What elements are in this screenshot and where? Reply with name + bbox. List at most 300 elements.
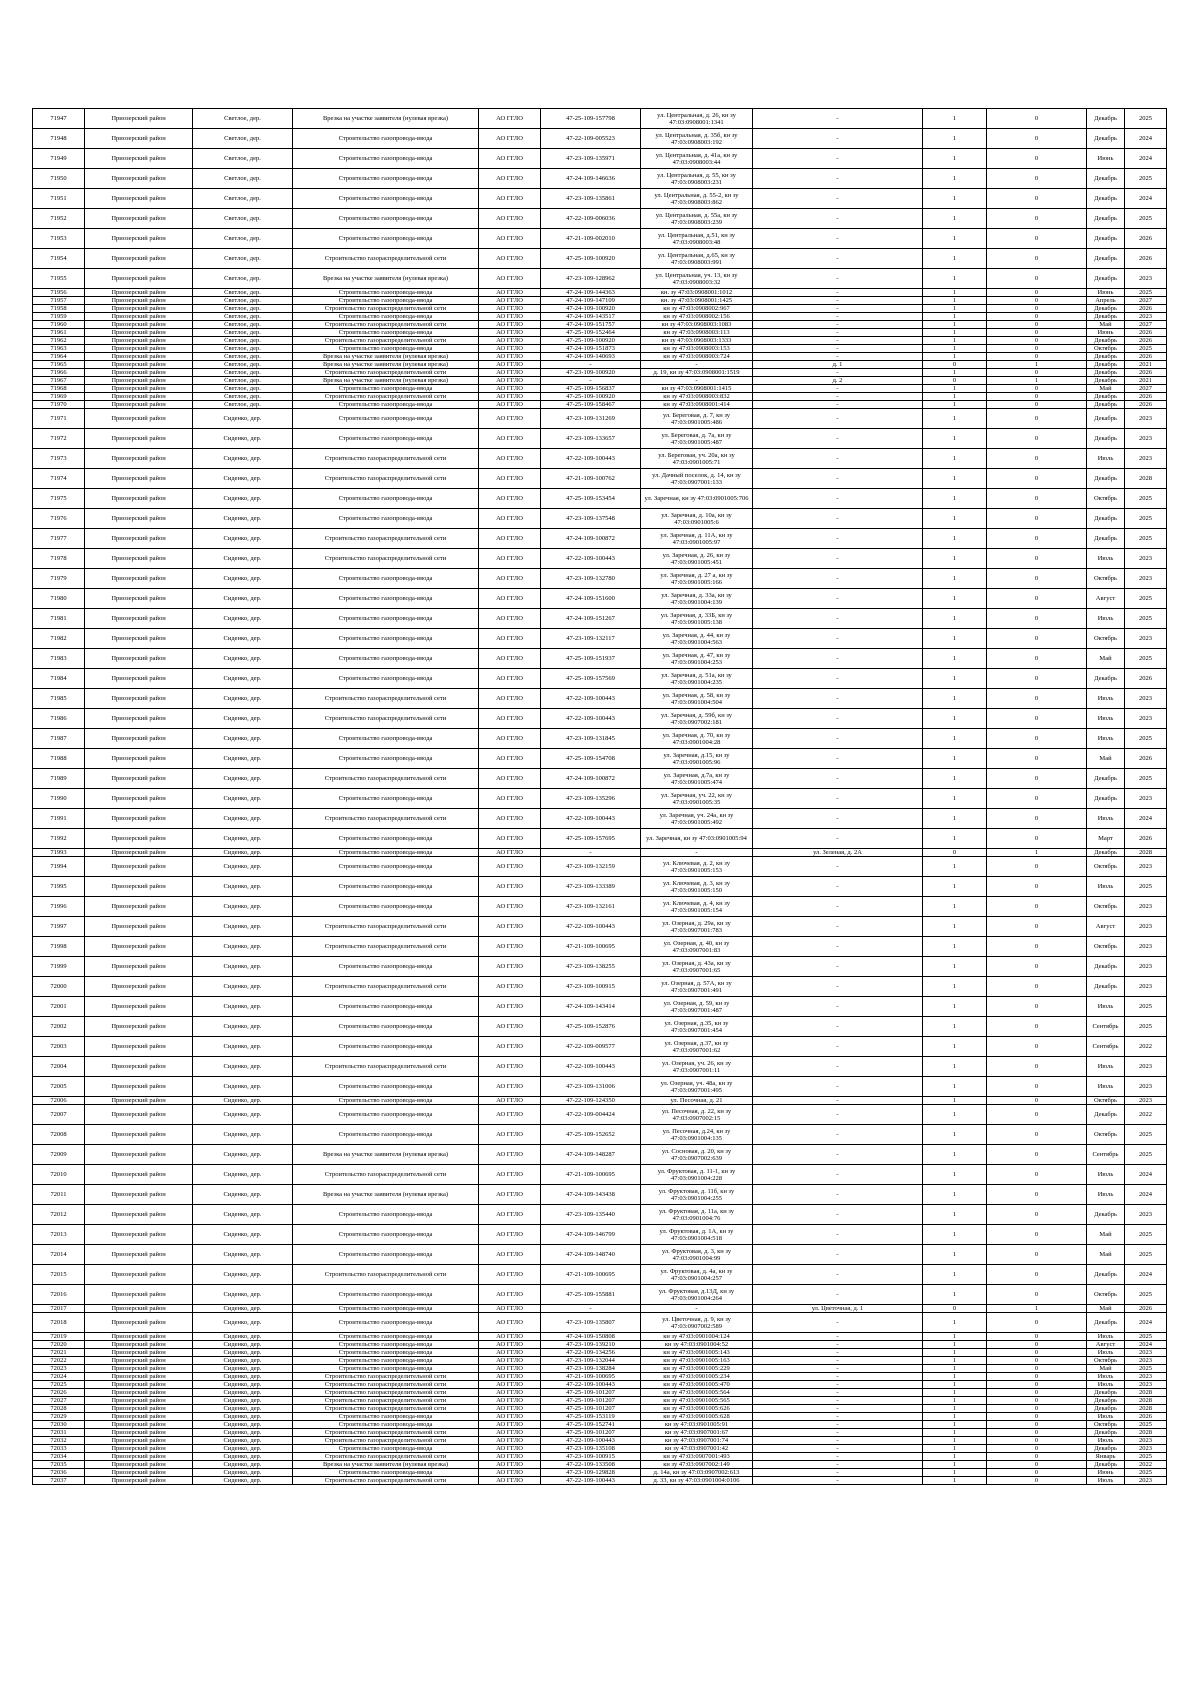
row-number-cell: 72019 <box>33 1333 85 1341</box>
application-number-cell: 47-21-109-100762 <box>541 469 641 489</box>
flag-cell: 0 <box>987 1037 1087 1057</box>
work-type-cell: Врезка на участке заявителя (нулевая врезка) <box>293 1461 479 1469</box>
application-number-cell: 47-25-109-156837 <box>541 385 641 393</box>
year-cell: 2022 <box>1125 1037 1167 1057</box>
month-cell: Декабрь <box>1087 509 1125 529</box>
row-number-cell: 71984 <box>33 669 85 689</box>
organization-cell: АО ГГЛО <box>479 829 541 849</box>
row-number-cell: 71967 <box>33 377 85 385</box>
address-cell: ул. Песочная, д.24, кн зу 47:03:0901004:135 <box>641 1125 753 1145</box>
table-row <box>33 1373 1167 1381</box>
house-cell: - <box>753 1429 923 1437</box>
count-cell: 1 <box>923 1285 987 1305</box>
locality-cell: Сиденко, дер. <box>193 769 293 789</box>
month-cell: Декабрь <box>1087 1205 1125 1225</box>
year-cell: 2027 <box>1125 321 1167 329</box>
locality-cell: Сиденко, дер. <box>193 1165 293 1185</box>
count-cell: 1 <box>923 997 987 1017</box>
locality-cell: Сиденко, дер. <box>193 1381 293 1389</box>
row-number-cell: 71983 <box>33 649 85 669</box>
month-cell: Декабрь <box>1087 1397 1125 1405</box>
district-cell: Приозерский район <box>85 897 193 917</box>
district-cell: Приозерский район <box>85 689 193 709</box>
month-cell: Июнь <box>1087 1469 1125 1477</box>
count-cell: 1 <box>923 1373 987 1381</box>
district-cell: Приозерский район <box>85 549 193 569</box>
table-row <box>33 249 1167 269</box>
house-cell: - <box>753 1469 923 1477</box>
application-number-cell: 47-25-109-155881 <box>541 1285 641 1305</box>
locality-cell: Светлое, дер. <box>193 169 293 189</box>
flag-cell: 0 <box>987 897 1087 917</box>
month-cell: Сентябрь <box>1087 1037 1125 1057</box>
locality-cell: Светлое, дер. <box>193 149 293 169</box>
row-number-cell: 72009 <box>33 1145 85 1165</box>
address-cell: ул. Заречная, д. 10а, кн зу 47:03:0901005:6 <box>641 509 753 529</box>
organization-cell: АО ГГЛО <box>479 189 541 209</box>
organization-cell: АО ГГЛО <box>479 1205 541 1225</box>
flag-cell: 0 <box>987 313 1087 321</box>
row-number-cell: 72023 <box>33 1365 85 1373</box>
flag-cell: 0 <box>987 345 1087 353</box>
application-number-cell: 47-25-109-153454 <box>541 489 641 509</box>
organization-cell: АО ГГЛО <box>479 529 541 549</box>
application-number-cell: 47-25-109-101207 <box>541 1397 641 1405</box>
year-cell: 2025 <box>1125 169 1167 189</box>
count-cell: 1 <box>923 1105 987 1125</box>
address-cell: ул. Озерная, д. 40, кн зу 47:03:0907001:83 <box>641 937 753 957</box>
organization-cell: АО ГГЛО <box>479 1477 541 1485</box>
year-cell: 2023 <box>1125 549 1167 569</box>
organization-cell: АО ГГЛО <box>479 313 541 321</box>
flag-cell: 0 <box>987 249 1087 269</box>
count-cell: 1 <box>923 1405 987 1413</box>
table-row <box>33 409 1167 429</box>
row-number-cell: 72006 <box>33 1097 85 1105</box>
year-cell: 2025 <box>1125 769 1167 789</box>
locality-cell: Сиденко, дер. <box>193 629 293 649</box>
table-row <box>33 329 1167 337</box>
organization-cell: АО ГГЛО <box>479 977 541 997</box>
district-cell: Приозерский район <box>85 1357 193 1365</box>
year-cell: 2023 <box>1125 1437 1167 1445</box>
organization-cell: АО ГГЛО <box>479 469 541 489</box>
organization-cell: АО ГГЛО <box>479 489 541 509</box>
locality-cell: Светлое, дер. <box>193 329 293 337</box>
flag-cell: 0 <box>987 149 1087 169</box>
district-cell: Приозерский район <box>85 1445 193 1453</box>
application-number-cell: - <box>541 377 641 385</box>
flag-cell: 0 <box>987 409 1087 429</box>
year-cell: 2028 <box>1125 1405 1167 1413</box>
house-cell: - <box>753 997 923 1017</box>
application-number-cell: 47-22-109-004424 <box>541 1105 641 1125</box>
address-cell: ул. Фруктовая, д. 4а, кн зу 47:03:0901004:257 <box>641 1265 753 1285</box>
table-row <box>33 769 1167 789</box>
count-cell: 0 <box>923 849 987 857</box>
address-cell: кн зу 47:03:0907001:42 <box>641 1445 753 1453</box>
locality-cell: Сиденко, дер. <box>193 1365 293 1373</box>
house-cell: - <box>753 249 923 269</box>
district-cell: Приозерский район <box>85 849 193 857</box>
count-cell: 0 <box>923 361 987 369</box>
house-cell: - <box>753 529 923 549</box>
district-cell: Приозерский район <box>85 529 193 549</box>
count-cell: 1 <box>923 1429 987 1437</box>
table-row <box>33 1405 1167 1413</box>
work-type-cell: Строительство газопровода-ввода <box>293 877 479 897</box>
locality-cell: Сиденко, дер. <box>193 1125 293 1145</box>
row-number-cell: 71966 <box>33 369 85 377</box>
district-cell: Приозерский район <box>85 937 193 957</box>
flag-cell: 0 <box>987 385 1087 393</box>
district-cell: Приозерский район <box>85 769 193 789</box>
row-number-cell: 72024 <box>33 1373 85 1381</box>
count-cell: 1 <box>923 209 987 229</box>
row-number-cell: 71997 <box>33 917 85 937</box>
row-number-cell: 71960 <box>33 321 85 329</box>
district-cell: Приозерский район <box>85 1341 193 1349</box>
flag-cell: 0 <box>987 609 1087 629</box>
district-cell: Приозерский район <box>85 489 193 509</box>
locality-cell: Сиденко, дер. <box>193 589 293 609</box>
row-number-cell: 72029 <box>33 1413 85 1421</box>
count-cell: 1 <box>923 1461 987 1469</box>
table-row <box>33 937 1167 957</box>
address-cell: ул. Ключевая, д. 2, кн зу 47:03:0901005:153 <box>641 857 753 877</box>
address-cell: ул. Заречная, д. 59б, кн зу 47:03:0907002:181 <box>641 709 753 729</box>
work-type-cell: Строительство газораспределительной сети <box>293 469 479 489</box>
work-type-cell: Врезка на участке заявителя (нулевая врезка) <box>293 361 479 369</box>
address-cell: ул. Заречная, уч. 24а, кн зу 47:03:0901005:492 <box>641 809 753 829</box>
district-cell: Приозерский район <box>85 1017 193 1037</box>
month-cell: Декабрь <box>1087 305 1125 313</box>
row-number-cell: 72032 <box>33 1437 85 1445</box>
table-row <box>33 589 1167 609</box>
row-number-cell: 71951 <box>33 189 85 209</box>
year-cell: 2025 <box>1125 1453 1167 1461</box>
flag-cell: 0 <box>987 393 1087 401</box>
application-number-cell: 47-24-109-147109 <box>541 297 641 305</box>
organization-cell: АО ГГЛО <box>479 1341 541 1349</box>
organization-cell: АО ГГЛО <box>479 289 541 297</box>
work-type-cell: Строительство газопровода-ввода <box>293 1341 479 1349</box>
organization-cell: АО ГГЛО <box>479 329 541 337</box>
row-number-cell: 71998 <box>33 937 85 957</box>
flag-cell: 0 <box>987 1349 1087 1357</box>
table-row <box>33 129 1167 149</box>
organization-cell: АО ГГЛО <box>479 429 541 449</box>
locality-cell: Светлое, дер. <box>193 369 293 377</box>
month-cell: Декабрь <box>1087 377 1125 385</box>
address-cell: ул. Центральная, д. 41а, кн зу 47:03:0908003:44 <box>641 149 753 169</box>
month-cell: Декабрь <box>1087 1461 1125 1469</box>
address-cell: ул. Озерная, д. 29а, кн зу 47:03:0907001:783 <box>641 917 753 937</box>
house-cell: - <box>753 209 923 229</box>
address-cell: ул. Фруктовая, д. 11а, кн зу 47:03:0901004:76 <box>641 1205 753 1225</box>
organization-cell: АО ГГЛО <box>479 1381 541 1389</box>
organization-cell: АО ГГЛО <box>479 449 541 469</box>
district-cell: Приозерский район <box>85 1477 193 1485</box>
month-cell: Декабрь <box>1087 1313 1125 1333</box>
year-cell: 2023 <box>1125 977 1167 997</box>
organization-cell: АО ГГЛО <box>479 393 541 401</box>
year-cell: 2025 <box>1125 1017 1167 1037</box>
count-cell: 1 <box>923 669 987 689</box>
table-row <box>33 1437 1167 1445</box>
house-cell: - <box>753 1421 923 1429</box>
count-cell: 1 <box>923 1341 987 1349</box>
locality-cell: Сиденко, дер. <box>193 1389 293 1397</box>
locality-cell: Сиденко, дер. <box>193 997 293 1017</box>
application-number-cell: 47-23-109-135807 <box>541 1313 641 1333</box>
application-number-cell: 47-23-109-129828 <box>541 1469 641 1477</box>
locality-cell: Сиденко, дер. <box>193 429 293 449</box>
table-row <box>33 1381 1167 1389</box>
district-cell: Приозерский район <box>85 789 193 809</box>
row-number-cell: 71989 <box>33 769 85 789</box>
count-cell: 0 <box>923 377 987 385</box>
table-row <box>33 169 1167 189</box>
count-cell: 1 <box>923 469 987 489</box>
house-cell: - <box>753 829 923 849</box>
row-number-cell: 71968 <box>33 385 85 393</box>
address-cell: ул. Заречная, д. 47, кн зу 47:03:0901004:253 <box>641 649 753 669</box>
month-cell: Май <box>1087 385 1125 393</box>
house-cell: - <box>753 1037 923 1057</box>
address-cell: ул. Заречная, д. 44, кн зу 47:03:0901004:563 <box>641 629 753 649</box>
work-type-cell: Строительство газораспределительной сети <box>293 1397 479 1405</box>
district-cell: Приозерский район <box>85 1285 193 1305</box>
table-row <box>33 629 1167 649</box>
row-number-cell: 72007 <box>33 1105 85 1125</box>
district-cell: Приозерский район <box>85 345 193 353</box>
locality-cell: Сиденко, дер. <box>193 1017 293 1037</box>
district-cell: Приозерский район <box>85 229 193 249</box>
application-number-cell: 47-24-109-100872 <box>541 529 641 549</box>
application-number-cell: 47-24-109-151267 <box>541 609 641 629</box>
organization-cell: АО ГГЛО <box>479 729 541 749</box>
house-cell: - <box>753 1017 923 1037</box>
table-row <box>33 1469 1167 1477</box>
house-cell: - <box>753 297 923 305</box>
organization-cell: АО ГГЛО <box>479 769 541 789</box>
locality-cell: Сиденко, дер. <box>193 1245 293 1265</box>
row-number-cell: 71987 <box>33 729 85 749</box>
year-cell: 2025 <box>1125 649 1167 669</box>
district-cell: Приозерский район <box>85 729 193 749</box>
year-cell: 2026 <box>1125 249 1167 269</box>
table-row <box>33 377 1167 385</box>
organization-cell: АО ГГЛО <box>479 589 541 609</box>
address-cell: ул. Фруктовая, д. 11б, кн зу 47:03:0901004:255 <box>641 1185 753 1205</box>
address-cell: ул. Береговая, д. 7, кн зу 47:03:0901005:486 <box>641 409 753 429</box>
organization-cell: АО ГГЛО <box>479 209 541 229</box>
application-number-cell: 47-25-109-101207 <box>541 1405 641 1413</box>
house-cell: - <box>753 1333 923 1341</box>
locality-cell: Сиденко, дер. <box>193 689 293 709</box>
work-type-cell: Строительство газопровода-ввода <box>293 1017 479 1037</box>
locality-cell: Сиденко, дер. <box>193 789 293 809</box>
flag-cell: 0 <box>987 1461 1087 1469</box>
house-cell: - <box>753 569 923 589</box>
locality-cell: Сиденко, дер. <box>193 529 293 549</box>
flag-cell: 0 <box>987 629 1087 649</box>
table-row <box>33 1037 1167 1057</box>
year-cell: 2023 <box>1125 897 1167 917</box>
district-cell: Приозерский район <box>85 809 193 829</box>
flag-cell: 0 <box>987 169 1087 189</box>
house-cell: - <box>753 1461 923 1469</box>
row-number-cell: 72012 <box>33 1205 85 1225</box>
work-type-cell: Строительство газопровода-ввода <box>293 1469 479 1477</box>
application-number-cell: 47-24-109-140693 <box>541 353 641 361</box>
work-type-cell: Строительство газораспределительной сети <box>293 977 479 997</box>
work-type-cell: Врезка на участке заявителя (нулевая врезка) <box>293 109 479 129</box>
row-number-cell: 72003 <box>33 1037 85 1057</box>
flag-cell: 0 <box>987 1265 1087 1285</box>
address-cell: ул. Озерная, д. 59, кн зу 47:03:0907001:487 <box>641 997 753 1017</box>
flag-cell: 0 <box>987 489 1087 509</box>
work-type-cell: Строительство газопровода-ввода <box>293 589 479 609</box>
address-cell: ул. Центральная, уч. 13, кн зу 47:03:0908003:32 <box>641 269 753 289</box>
application-number-cell: 47-23-109-138284 <box>541 1365 641 1373</box>
house-cell: - <box>753 1397 923 1405</box>
work-type-cell: Строительство газопровода-ввода <box>293 1077 479 1097</box>
address-cell: кн зу 47:03:0907002:149 <box>641 1461 753 1469</box>
address-cell: ул. Заречная, д. 33а, кн зу 47:03:0901004:139 <box>641 589 753 609</box>
house-cell: - <box>753 549 923 569</box>
row-number-cell: 71950 <box>33 169 85 189</box>
district-cell: Приозерский район <box>85 1413 193 1421</box>
application-number-cell: 47-25-109-100920 <box>541 393 641 401</box>
organization-cell: АО ГГЛО <box>479 297 541 305</box>
address-cell: кн зу 47:03:0908002:967 <box>641 305 753 313</box>
house-cell: - <box>753 345 923 353</box>
district-cell: Приозерский район <box>85 169 193 189</box>
address-cell: ул. Сосновая, д. 20, кн зу 47:03:0907002:639 <box>641 1145 753 1165</box>
month-cell: Июль <box>1087 1381 1125 1389</box>
flag-cell: 0 <box>987 1225 1087 1245</box>
count-cell: 1 <box>923 169 987 189</box>
work-type-cell: Строительство газопровода-ввода <box>293 1097 479 1105</box>
year-cell: 2023 <box>1125 1205 1167 1225</box>
year-cell: 2023 <box>1125 1057 1167 1077</box>
district-cell: Приозерский район <box>85 877 193 897</box>
flag-cell: 0 <box>987 1405 1087 1413</box>
year-cell: 2023 <box>1125 957 1167 977</box>
house-cell: - <box>753 649 923 669</box>
application-number-cell: 47-23-109-128962 <box>541 269 641 289</box>
organization-cell: АО ГГЛО <box>479 337 541 345</box>
locality-cell: Светлое, дер. <box>193 249 293 269</box>
row-number-cell: 72026 <box>33 1389 85 1397</box>
district-cell: Приозерский район <box>85 997 193 1017</box>
organization-cell: АО ГГЛО <box>479 1365 541 1373</box>
address-cell: кн зу 47:03:0907001:67 <box>641 1429 753 1437</box>
year-cell: 2024 <box>1125 1341 1167 1349</box>
district-cell: Приозерский район <box>85 609 193 629</box>
house-cell: - <box>753 1165 923 1185</box>
house-cell: - <box>753 337 923 345</box>
year-cell: 2023 <box>1125 857 1167 877</box>
house-cell: - <box>753 1381 923 1389</box>
house-cell: - <box>753 429 923 449</box>
application-number-cell: 47-22-109-100443 <box>541 689 641 709</box>
district-cell: Приозерский район <box>85 377 193 385</box>
organization-cell: АО ГГЛО <box>479 1285 541 1305</box>
locality-cell: Сиденко, дер. <box>193 1461 293 1469</box>
district-cell: Приозерский район <box>85 297 193 305</box>
application-number-cell: 47-22-109-006036 <box>541 209 641 229</box>
house-cell: - <box>753 937 923 957</box>
count-cell: 1 <box>923 877 987 897</box>
locality-cell: Сиденко, дер. <box>193 449 293 469</box>
district-cell: Приозерский район <box>85 957 193 977</box>
table-row <box>33 1165 1167 1185</box>
row-number-cell: 71999 <box>33 957 85 977</box>
month-cell: Июль <box>1087 1333 1125 1341</box>
work-type-cell: Строительство газораспределительной сети <box>293 1373 479 1381</box>
count-cell: 1 <box>923 649 987 669</box>
count-cell: 1 <box>923 1097 987 1105</box>
month-cell: Июль <box>1087 689 1125 709</box>
work-type-cell: Строительство газопровода-ввода <box>293 229 479 249</box>
organization-cell: АО ГГЛО <box>479 1349 541 1357</box>
work-type-cell: Строительство газопровода-ввода <box>293 789 479 809</box>
year-cell: 2026 <box>1125 369 1167 377</box>
flag-cell: 0 <box>987 1145 1087 1165</box>
table-row <box>33 849 1167 857</box>
address-cell: ул. Озерная, уч. 48а, кн зу 47:03:0907001:495 <box>641 1077 753 1097</box>
house-cell: - <box>753 1057 923 1077</box>
locality-cell: Сиденко, дер. <box>193 1285 293 1305</box>
flag-cell: 0 <box>987 1077 1087 1097</box>
row-number-cell: 72000 <box>33 977 85 997</box>
count-cell: 1 <box>923 937 987 957</box>
flag-cell: 0 <box>987 977 1087 997</box>
address-cell: ул. Заречная, д. 70, кн зу 47:03:0901004:28 <box>641 729 753 749</box>
count-cell: 1 <box>923 977 987 997</box>
application-number-cell: 47-24-109-143414 <box>541 997 641 1017</box>
month-cell: Декабрь <box>1087 209 1125 229</box>
flag-cell: 0 <box>987 917 1087 937</box>
district-cell: Приозерский район <box>85 917 193 937</box>
month-cell: Декабрь <box>1087 129 1125 149</box>
district-cell: Приозерский район <box>85 649 193 669</box>
address-cell: ул. Фруктовая, д. 1А, кн зу 47:03:0901004:518 <box>641 1225 753 1245</box>
address-cell: - <box>641 1305 753 1313</box>
organization-cell: АО ГГЛО <box>479 305 541 313</box>
application-number-cell: 47-25-109-157798 <box>541 109 641 129</box>
row-number-cell: 71958 <box>33 305 85 313</box>
year-cell: 2025 <box>1125 1145 1167 1165</box>
organization-cell: АО ГГЛО <box>479 229 541 249</box>
year-cell: 2026 <box>1125 329 1167 337</box>
month-cell: Декабрь <box>1087 769 1125 789</box>
count-cell: 1 <box>923 1469 987 1477</box>
house-cell: - <box>753 393 923 401</box>
count-cell: 1 <box>923 509 987 529</box>
locality-cell: Светлое, дер. <box>193 393 293 401</box>
district-cell: Приозерский район <box>85 329 193 337</box>
organization-cell: АО ГГЛО <box>479 1405 541 1413</box>
count-cell: 1 <box>923 1333 987 1341</box>
address-cell: ул. Озерная, д.35, кн зу 47:03:0907001:454 <box>641 1017 753 1037</box>
count-cell: 1 <box>923 529 987 549</box>
work-type-cell: Строительство газораспределительной сети <box>293 249 479 269</box>
address-cell: д. 19, кн зу 47:03:0908001:1519 <box>641 369 753 377</box>
